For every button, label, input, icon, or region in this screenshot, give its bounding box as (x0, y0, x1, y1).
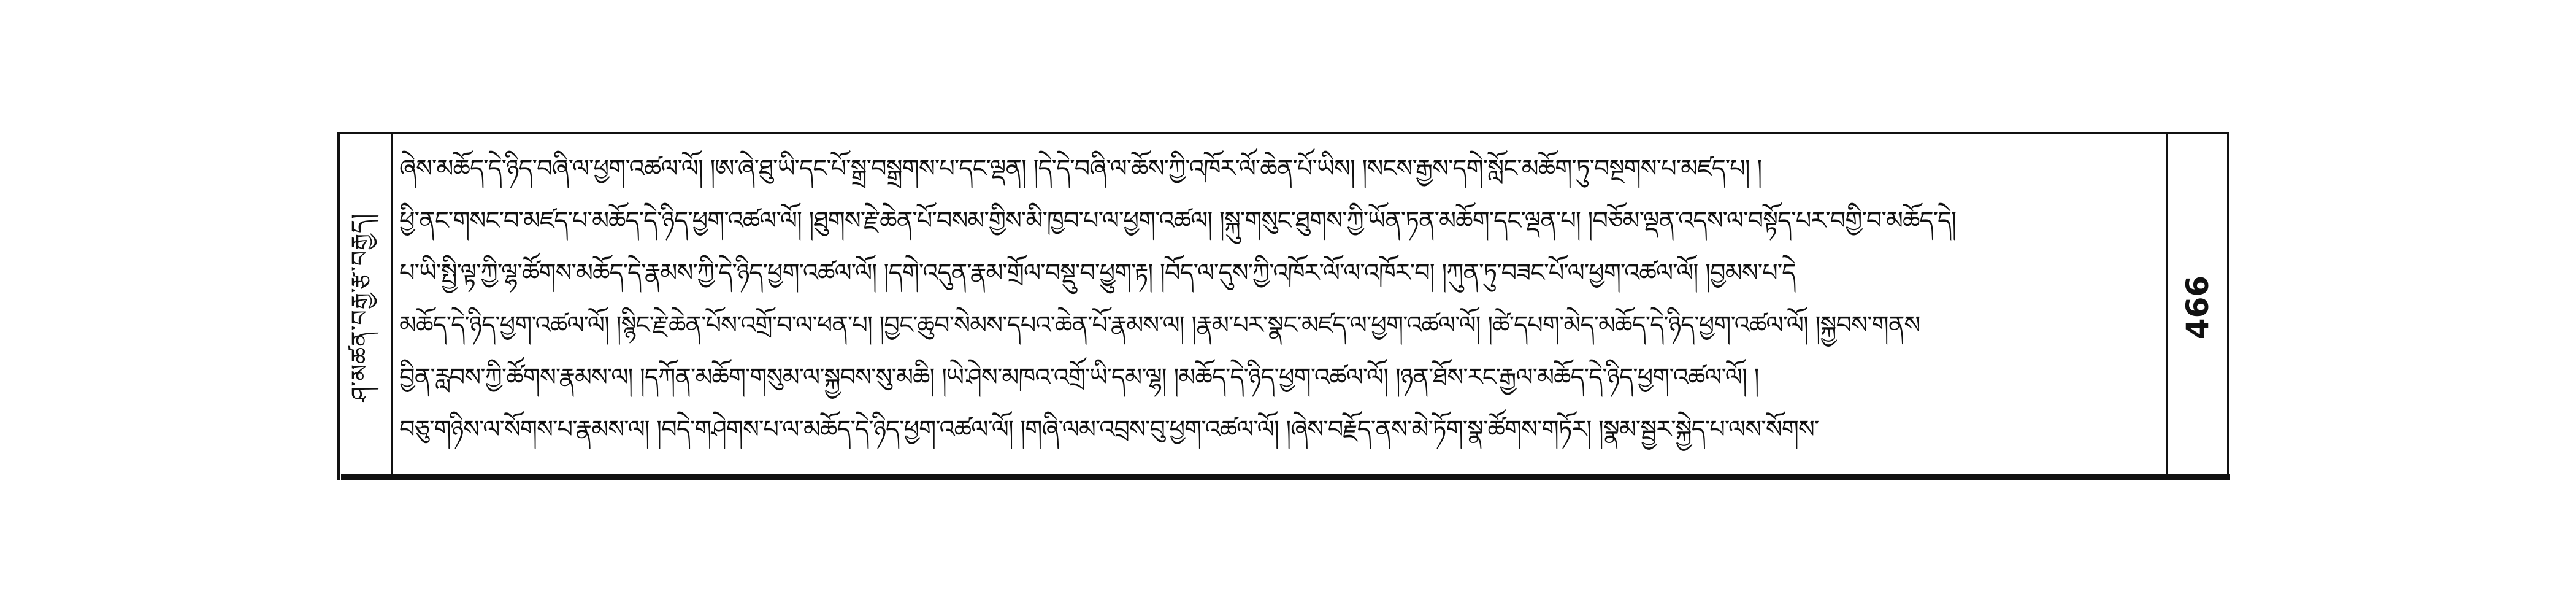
right-margin (2166, 134, 2227, 480)
text-line-4: མཆོད་དེ་ཉིད་ཕྱག་འཚལ་ལོ། །སྙིང་རྗེ་ཆེན་པོས་འགྲོ་བ་ལ་ཕན་པ། །བྱང་ཆུབ་སེམས་དཔའ་ཆེན་པོ་རྣམས་ལ། །རྣམ་པར་སྣང་མཛད་ལ་ཕྱག་འཚལ་ལོ། །ཚེ་དཔག་མེད་མཆོད་དེ་ཉིད་ཕྱག་འཚལ་ལོ། །སྐྱབས་གནས (399, 311, 1920, 339)
text-line-3: པ་ཡི་སྤྱི་ལྟ་ཀྱི་ལྷ་ཚོགས་མཆོད་དེ་རྣམས་ཀྱི་དེ་ཉིད་ཕྱག་འཚལ་ལོ། །དགེ་འདུན་རྣམ་གྲོལ་བསྡུ་བ་ཕྱུག་རྟ། །བོད་ལ་དུས་ཀྱི་འཁོར་ལོ་ལ་འཁོར་བ། །ཀུན་ཏུ་བཟང་པོ་ལ་ཕྱག་འཚལ་ལོ། །བྱམས་པ་དེ (399, 259, 1796, 287)
text-line-5: བྱིན་རླབས་ཀྱི་ཚོགས་རྣམས་ལ། །དཀོན་མཆོག་གསུམ་ལ་སྐྱབས་སུ་མཆི། །ཡེ་ཤེས་མཁའ་འགྲོ་ཡི་དམ་ལྷ། །མཆོད་དེ་ཉིད་ཕྱག་འཚལ་ལོ། །ཉན་ཐོས་རང་རྒྱལ་མཆོད་དེ་ཉིད་ཕྱག་འཚལ་ལོ། ། (399, 363, 1759, 391)
bottom-rule (341, 474, 2230, 480)
text-line-1: ཞེས་མཆོད་དེ་ཉིད་བཞི་ལ་ཕྱག་འཚལ་ལོ། །ཨ་ཞེ་ཐུ་ཡི་དང་པོ་སྒྲ་བསྒྲགས་པ་དང་ལྡན། །དེ་དེ་བཞི་ལ་ཆོས་ཀྱི་འཁོར་ལོ་ཆེན་པོ་ཡིས། །སངས་རྒྱས་དགེ་སློང་མཆོག་ཏུ་བསྔགས་པ་མཛད་པ། ། (399, 155, 1762, 183)
page-number: 466 (2179, 275, 2215, 340)
text-line-6: བཅུ་གཉིས་ལ་སོགས་པ་རྣམས་ལ། །བདེ་གཤེགས་པ་ལ་མཆོད་དེ་ཉིད་ཕྱག་འཚལ་ལོ། །གཞི་ལམ་འབྲས་བུ་ཕྱག་འཚལ་ལོ། །ཞེས་བརྗོད་ནས་མེ་ཏོག་སྣ་ཚོགས་གཏོར། །སྣམ་སྦྱར་སྐྱེད་པ་ལས་སོགས་ (399, 415, 1819, 444)
text-line-2: ཕྱི་ནང་གསང་བ་མཛད་པ་མཆོད་དེ་ཉིད་ཕྱག་འཚལ་ལོ། །ཐུགས་རྗེ་ཆེན་པོ་བསམ་གྱིས་མི་ཁྱབ་པ་ལ་ཕྱག་འཚལ། །སྐུ་གསུང་ཐུགས་ཀྱི་ཡོན་ཏན་མཆོག་དང་ལྡན་པ། །བཅོམ་ལྡན་འདས་ལ་བསྟོད་པར་བགྱི་བ་མཆོད་དེ། (399, 207, 1957, 235)
margin-title: ཤ་མཚན་བརྒྱ་རྩ་བརྒྱད། (346, 213, 374, 402)
text-block (399, 143, 2153, 474)
left-margin (340, 134, 393, 480)
folio-page (337, 132, 2229, 480)
